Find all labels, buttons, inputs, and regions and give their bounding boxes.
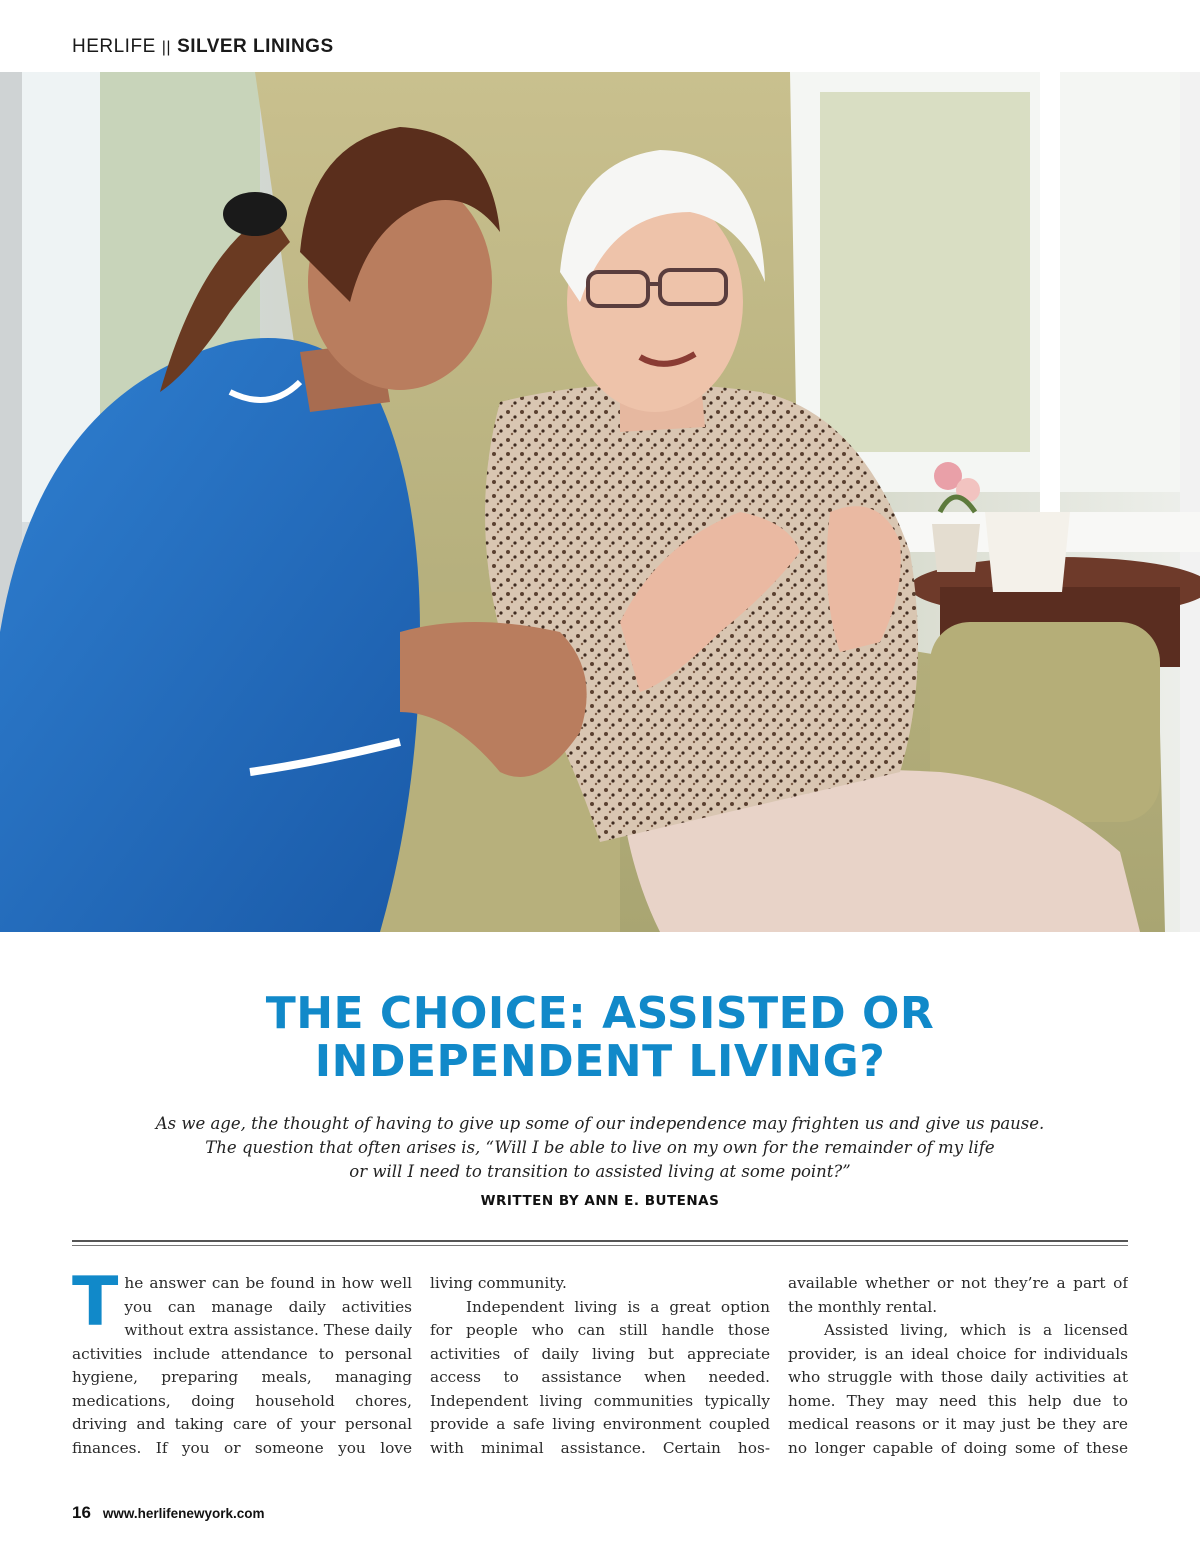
page-footer — [72, 1503, 264, 1523]
dek-line-3: or will I need to transition to assisted living at some point?” — [349, 1162, 851, 1181]
body-paragraph: Assisted living, which is a licensed provider, is an ideal choice for individuals who struggle with those daily activities at home. They may need this help due to medical reasons or it may just be they are no longer capable of doing some of these — [788, 1321, 1128, 1457]
divider-rule-bottom — [72, 1245, 1128, 1246]
article-hero-photo — [0, 72, 1200, 932]
article-title-line-1: THE CHOICE: ASSISTED OR — [265, 988, 935, 1039]
body-column-2 — [430, 1272, 770, 1462]
dek-line-2: The question that often arises is, “Will I be able to live on my own for the remainder of my life — [205, 1138, 995, 1157]
article-title-line-2: INDEPENDENT LIVING? — [314, 1036, 886, 1087]
publication-name: HERLIFE — [72, 36, 156, 57]
body-paragraph: available whether or not they’re a part of the monthly rental. — [788, 1274, 1128, 1316]
body-paragraph — [72, 1272, 412, 1462]
section-name: SILVER LININGS — [177, 36, 334, 57]
body-paragraph: living community. — [430, 1274, 567, 1292]
byline: WRITTEN BY ANN E. BUTENAS — [480, 1193, 720, 1209]
drop-cap: T — [72, 1272, 119, 1342]
body-paragraph: Independent living is a great option for people who can still handle those activities of daily living but appreciate access to assistance when needed. Independent living communities typically provide a safe living environment coupled with minimal assistance. Certain hos — [430, 1297, 770, 1457]
body-column-1 — [72, 1272, 412, 1462]
article-title — [0, 990, 1200, 1086]
dek-line-1: As we age, the thought of having to give up some of our independence may frighten us and give us pause. — [155, 1114, 1045, 1133]
running-head — [72, 36, 334, 58]
website-url[interactable]: www.herlifenewyork.com — [102, 1506, 265, 1521]
article-dek — [150, 1112, 1050, 1184]
body-text: he answer can be found in how well you can manage daily activities without extra assistance. These daily activities include attendance to personal hygiene, preparing meals, managing medications, doing household chores, driving and taking care of your personal finances. If you or someone you love — [72, 1274, 412, 1457]
body-column-3 — [788, 1272, 1128, 1462]
running-head-separator: || — [161, 39, 172, 56]
divider-rule-top — [72, 1240, 1128, 1242]
page-number: 16 — [72, 1503, 91, 1522]
